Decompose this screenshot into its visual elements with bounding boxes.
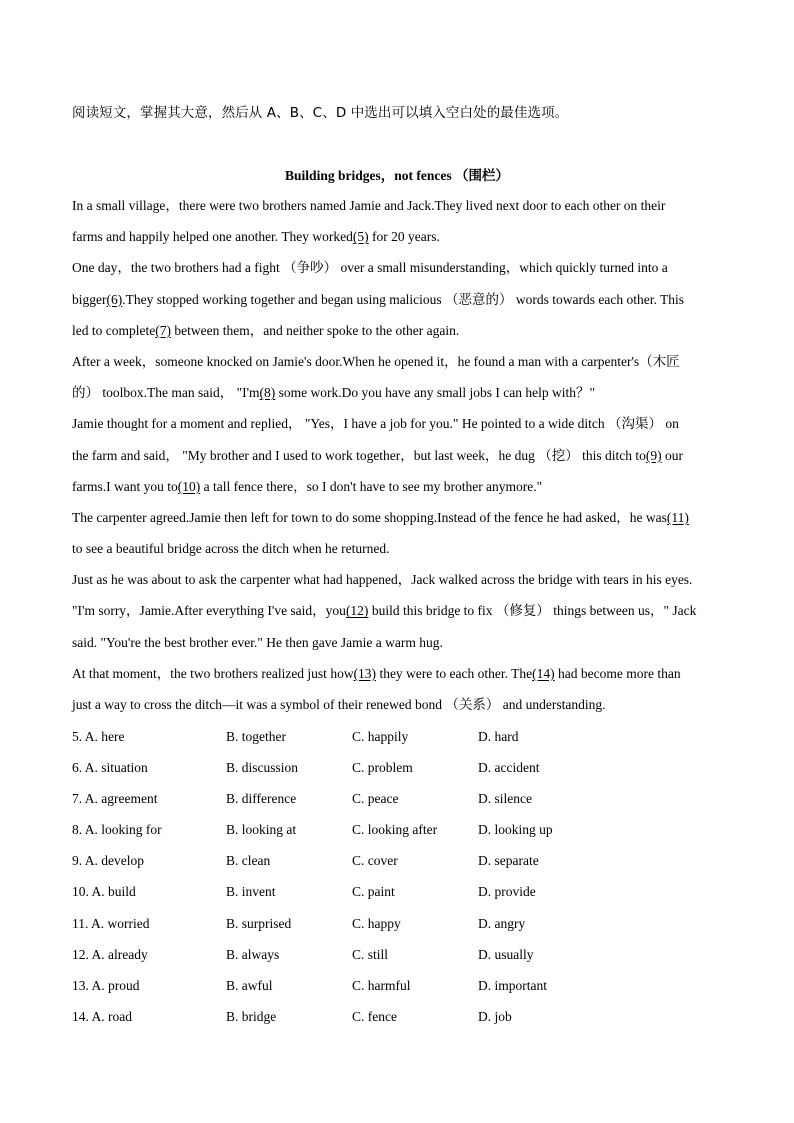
option-b: B. invent — [226, 884, 276, 900]
passage-title: Building bridges，not fences （围栏） — [285, 168, 509, 183]
passage-text: the farm and said， "My brother and I used to work together，but last week，he dug （挖） this ditch to — [72, 447, 646, 463]
passage-text: farms.I want you to — [72, 478, 178, 494]
passage-line — [72, 349, 732, 380]
question-options — [72, 724, 732, 1035]
option-d: D. job — [478, 1008, 512, 1024]
passage-line — [72, 380, 732, 411]
passage-text: just a way to cross the ditch—it was a symbol of their renewed bond （关系） and understanding. — [72, 697, 606, 712]
passage-text: After a week，someone knocked on Jamie's door.When he opened it，he found a man with a carpenter's（木匠 — [72, 353, 680, 369]
passage-text: bigger — [72, 291, 107, 307]
passage-text: our — [661, 447, 684, 463]
option-c: C. problem — [352, 760, 413, 776]
blank-8: (8) — [259, 385, 276, 401]
passage-text: they were to each other. The — [376, 665, 533, 681]
option-d: D. usually — [478, 946, 534, 962]
question-row-10 — [72, 879, 732, 910]
passage-text: One day，the two brothers had a fight （争吵） over a small misunderstanding，which quickly turned into a — [72, 260, 668, 276]
passage-text: The carpenter agreed.Jamie then left for town to do some shopping.Instead of the fence he had asked，he was — [72, 509, 667, 525]
option-d: D. angry — [478, 915, 526, 931]
option-d: D. provide — [478, 884, 536, 900]
blank-12: (12) — [345, 603, 369, 619]
passage-line — [72, 474, 732, 505]
passage — [72, 193, 732, 723]
option-c: C. cover — [352, 853, 398, 869]
question-row-5 — [72, 724, 732, 755]
passage-line — [72, 411, 732, 442]
option-d: D. separate — [478, 853, 539, 869]
option-c: C. paint — [352, 884, 395, 900]
option-c: C. still — [352, 946, 389, 962]
blank-9: (9) — [645, 447, 662, 463]
question-row-6 — [72, 755, 732, 786]
instruction-text: 阅读短文，掌握其大意，然后从 A、B、C、D 中选出可以填入空白处的最佳选项。 — [72, 105, 569, 121]
passage-text: for 20 years. — [368, 229, 440, 245]
passage-line — [72, 193, 732, 224]
passage-text: some work.Do you have any small jobs I can help with？" — [275, 385, 595, 401]
passage-line — [72, 598, 732, 629]
passage-text: farms and happily helped one another. They worked — [72, 229, 353, 245]
passage-text: "I'm sorry，Jamie.After everything I've said，you — [72, 603, 346, 619]
question-row-14 — [72, 1004, 732, 1035]
passage-line — [72, 505, 732, 536]
passage-text: between them，and neither spoke to the other again. — [170, 322, 460, 338]
blank-6: (6) — [106, 291, 123, 307]
passage-line — [72, 224, 732, 255]
passage-line — [72, 287, 732, 318]
option-b: B. difference — [226, 791, 297, 807]
blank-14: (14) — [532, 665, 555, 681]
blank-7: (7) — [155, 322, 171, 338]
option-a: 10. A. build — [72, 884, 136, 900]
passage-line — [72, 661, 732, 692]
blank-11: (11) — [666, 509, 689, 525]
option-b: B. together — [226, 729, 286, 744]
passage-text: 的） toolbox.The man said， "I'm — [72, 385, 260, 401]
passage-text: At that moment，the two brothers realized just how — [72, 665, 354, 681]
question-row-13 — [72, 973, 732, 1004]
question-row-9 — [72, 848, 732, 879]
option-a: 7. A. agreement — [72, 791, 158, 807]
blank-5: (5) — [352, 229, 369, 245]
question-row-7 — [72, 786, 732, 817]
passage-text: .They stopped working together and began using malicious （恶意的） words towards each other. This — [122, 291, 685, 307]
passage-text: Just as he was about to ask the carpenter what had happened，Jack walked across the bridge with tears in his eyes. — [72, 572, 693, 588]
option-b: B. looking at — [226, 822, 297, 838]
option-a: 9. A. develop — [72, 853, 144, 869]
passage-line — [72, 443, 732, 474]
option-a: 14. A. road — [72, 1008, 132, 1024]
passage-text: build this bridge to fix （修复） things between us，" Jack — [368, 603, 697, 619]
option-d: D. accident — [478, 760, 540, 776]
option-b: B. clean — [226, 853, 271, 869]
passage-text: In a small village，there were two brothers named Jamie and Jack.They lived next door to each other on their — [72, 198, 666, 213]
option-b: B. bridge — [226, 1008, 277, 1024]
question-row-8 — [72, 817, 732, 848]
option-b: B. surprised — [226, 915, 292, 931]
option-a: 11. A. worried — [72, 915, 150, 931]
passage-text: Jamie thought for a moment and replied， "Yes，I have a job for you." He pointed to a wide ditch （沟渠） on — [72, 416, 679, 432]
option-c: C. peace — [352, 791, 399, 807]
option-d: D. hard — [478, 729, 519, 744]
option-a: 6. A. situation — [72, 760, 148, 776]
question-row-11 — [72, 911, 732, 942]
option-a: 12. A. already — [72, 946, 148, 962]
passage-text: a tall fence there，so I don't have to see my brother anymore." — [200, 478, 543, 494]
option-d: D. important — [478, 977, 547, 993]
passage-line — [72, 630, 732, 661]
passage-line — [72, 255, 732, 286]
passage-line — [72, 318, 732, 349]
option-b: B. always — [226, 946, 280, 962]
option-c: C. fence — [352, 1008, 397, 1024]
blank-10: (10) — [177, 478, 201, 494]
option-d: D. looking up — [478, 822, 553, 838]
option-a: 13. A. proud — [72, 977, 140, 993]
passage-text: led to complete — [72, 322, 156, 338]
passage-text: said. "You're the best brother ever." He then gave Jamie a warm hug. — [72, 634, 443, 650]
question-row-12 — [72, 942, 732, 973]
option-c: C. happy — [352, 915, 401, 931]
option-c: C. looking after — [352, 822, 438, 838]
option-a: 8. A. looking for — [72, 822, 162, 838]
option-b: B. awful — [226, 977, 273, 993]
passage-line — [72, 567, 732, 598]
option-c: C. harmful — [352, 977, 411, 993]
option-c: C. happily — [352, 729, 409, 744]
option-d: D. silence — [478, 791, 532, 807]
option-b: B. discussion — [226, 760, 299, 776]
passage-line — [72, 536, 732, 567]
passage-text: to see a beautiful bridge across the ditch when he returned. — [72, 541, 390, 557]
blank-13: (13) — [353, 665, 377, 681]
option-a: 5. A. here — [72, 729, 125, 744]
passage-text: had become more than — [554, 665, 681, 681]
passage-line — [72, 692, 732, 723]
